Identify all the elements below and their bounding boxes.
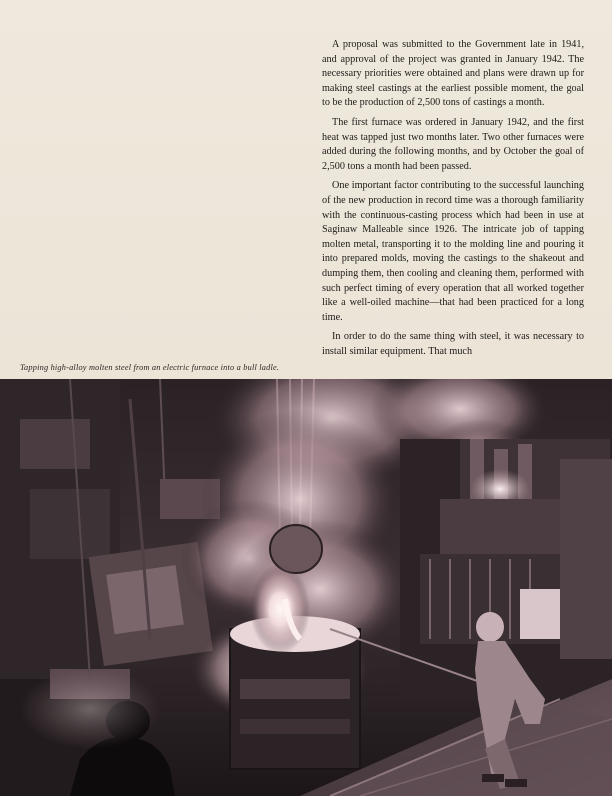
photo-caption: Tapping high-alloy molten steel from an electric furnace into a bull ladle. [20,363,280,372]
article-text-column [322,38,584,364]
paragraph-3: One important factor contributing to the successful launching of the new production in record time was a thorough familiarity with the continuous-casting process which had been in use at Saginaw Malleable since 1926. The intricate job of tapping molten metal, transporting it to the molding line and pouring it into prepared molds, moving the castings to the shakeout and dumping them, then cooling and cleaning them, performed with such perfect timing of every operation that all worked together like a well-oiled machine—that had been practiced for a long time. [322,180,584,323]
paragraph-2: The first furnace was ordered in January 1942, and the first heat was tapped just two months later. Two other furnaces were added during the following months, and by October the goal of 2,500 tons a month had been passed. [322,116,584,172]
foundry-photo [0,379,612,796]
light-glow [20,669,160,749]
paragraph-1: A proposal was submitted to the Government late in 1941, and approval of the project was granted in January 1942. The necessary priorities were obtained and plans were drawn up for making steel castings at the earliest possible moment, the goal to be the production of 2,500 tons of castings a month. [322,39,584,109]
paragraph-4: In order to do the same thing with steel, it was necessary to install similar equipment. That much [322,331,584,357]
